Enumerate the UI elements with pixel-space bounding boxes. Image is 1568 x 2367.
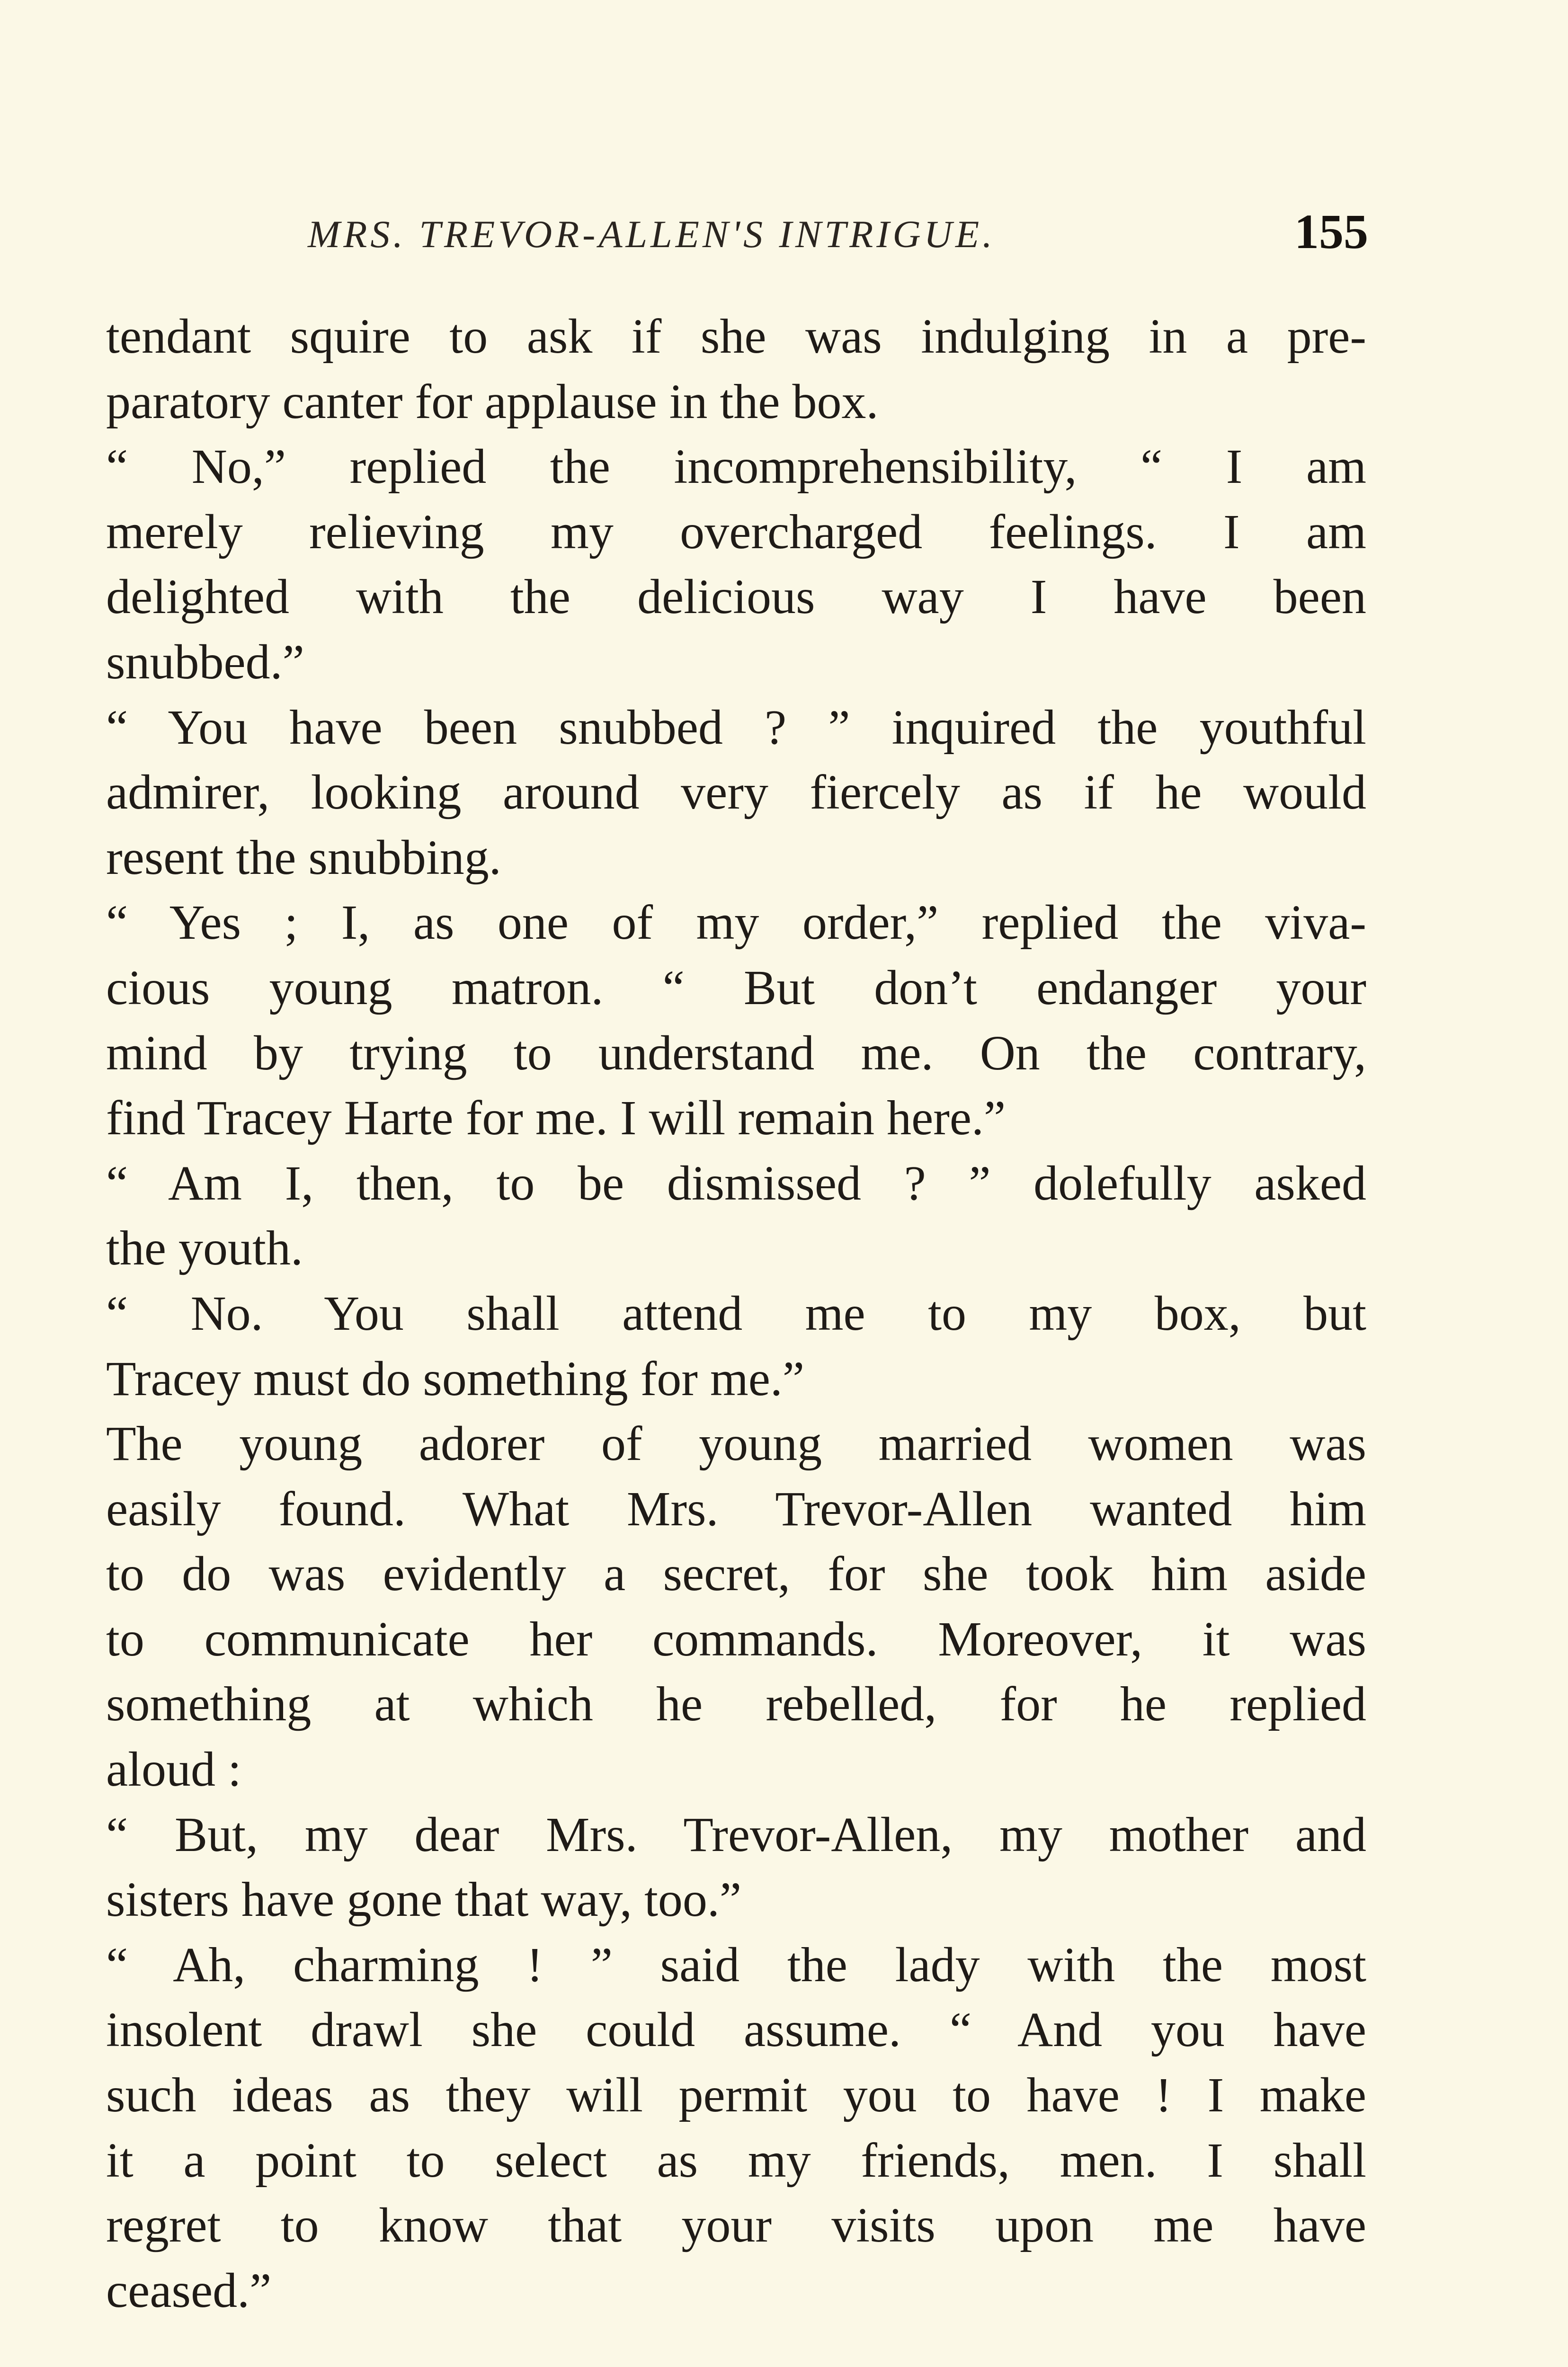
text-line: sisters have gone that way, too.” [106, 1872, 741, 1927]
text-line: something at which he rebelled, for he replied [106, 1677, 1366, 1732]
text-line: admirer, looking around very fiercely as if he would [106, 765, 1366, 820]
page-number: 155 [1294, 205, 1368, 259]
text-line: the youth. [106, 1221, 303, 1276]
text-line: snubbed.” [106, 634, 304, 689]
text-line: aloud : [106, 1742, 241, 1797]
text-line: Tracey must do something for me.” [106, 1351, 805, 1406]
text-line: “ Ah, charming ! ” said the lady with the most [106, 1937, 1366, 1992]
running-head: MRS. TREVOR-ALLEN'S INTRIGUE. [308, 213, 996, 256]
text-line: “ No,” replied the incomprehensibility, “ I am [106, 439, 1366, 494]
text-line: “ Yes ; I, as one of my order,” replied the viva- [106, 895, 1366, 950]
text-line: paratory canter for applause in the box. [106, 374, 879, 429]
text-line: delighted with the delicious way I have been [106, 570, 1366, 624]
text-line: mind by trying to understand me. On the contrary, [106, 1025, 1366, 1080]
text-line: insolent drawl she could assume. “ And you have [106, 2002, 1366, 2057]
text-line: The young adorer of young married women was [106, 1416, 1366, 1471]
text-line: “ You have been snubbed ? ” inquired the youthful [106, 700, 1366, 755]
text-line: “ But, my dear Mrs. Trevor-Allen, my mother and [106, 1807, 1366, 1862]
text-line: ceased.” [106, 2263, 272, 2318]
text-line: it a point to select as my friends, men. I shall [106, 2133, 1366, 2188]
page-header [104, 204, 1368, 270]
text-line: resent the snubbing. [106, 830, 501, 885]
text-line: to do was evidently a secret, for she took him aside [106, 1547, 1366, 1602]
text-line: to communicate her commands. Moreover, it was [106, 1611, 1366, 1666]
text-line: merely relieving my overcharged feelings. I am [106, 504, 1366, 559]
text-line: “ No. You shall attend me to my box, but [106, 1286, 1366, 1341]
text-line: regret to know that your visits upon me have [106, 2198, 1366, 2253]
text-line: “ Am I, then, to be dismissed ? ” dolefully asked [106, 1156, 1366, 1210]
body-text [106, 304, 1366, 2323]
text-line: tendant squire to ask if she was indulging in a pre- [106, 309, 1366, 364]
text-line: easily found. What Mrs. Trevor-Allen wanted him [106, 1481, 1366, 1536]
text-line: find Tracey Harte for me. I will remain here.” [106, 1091, 1006, 1146]
text-line: cious young matron. “ But don’t endanger your [106, 960, 1366, 1015]
text-line: such ideas as they will permit you to have ! I make [106, 2068, 1366, 2123]
